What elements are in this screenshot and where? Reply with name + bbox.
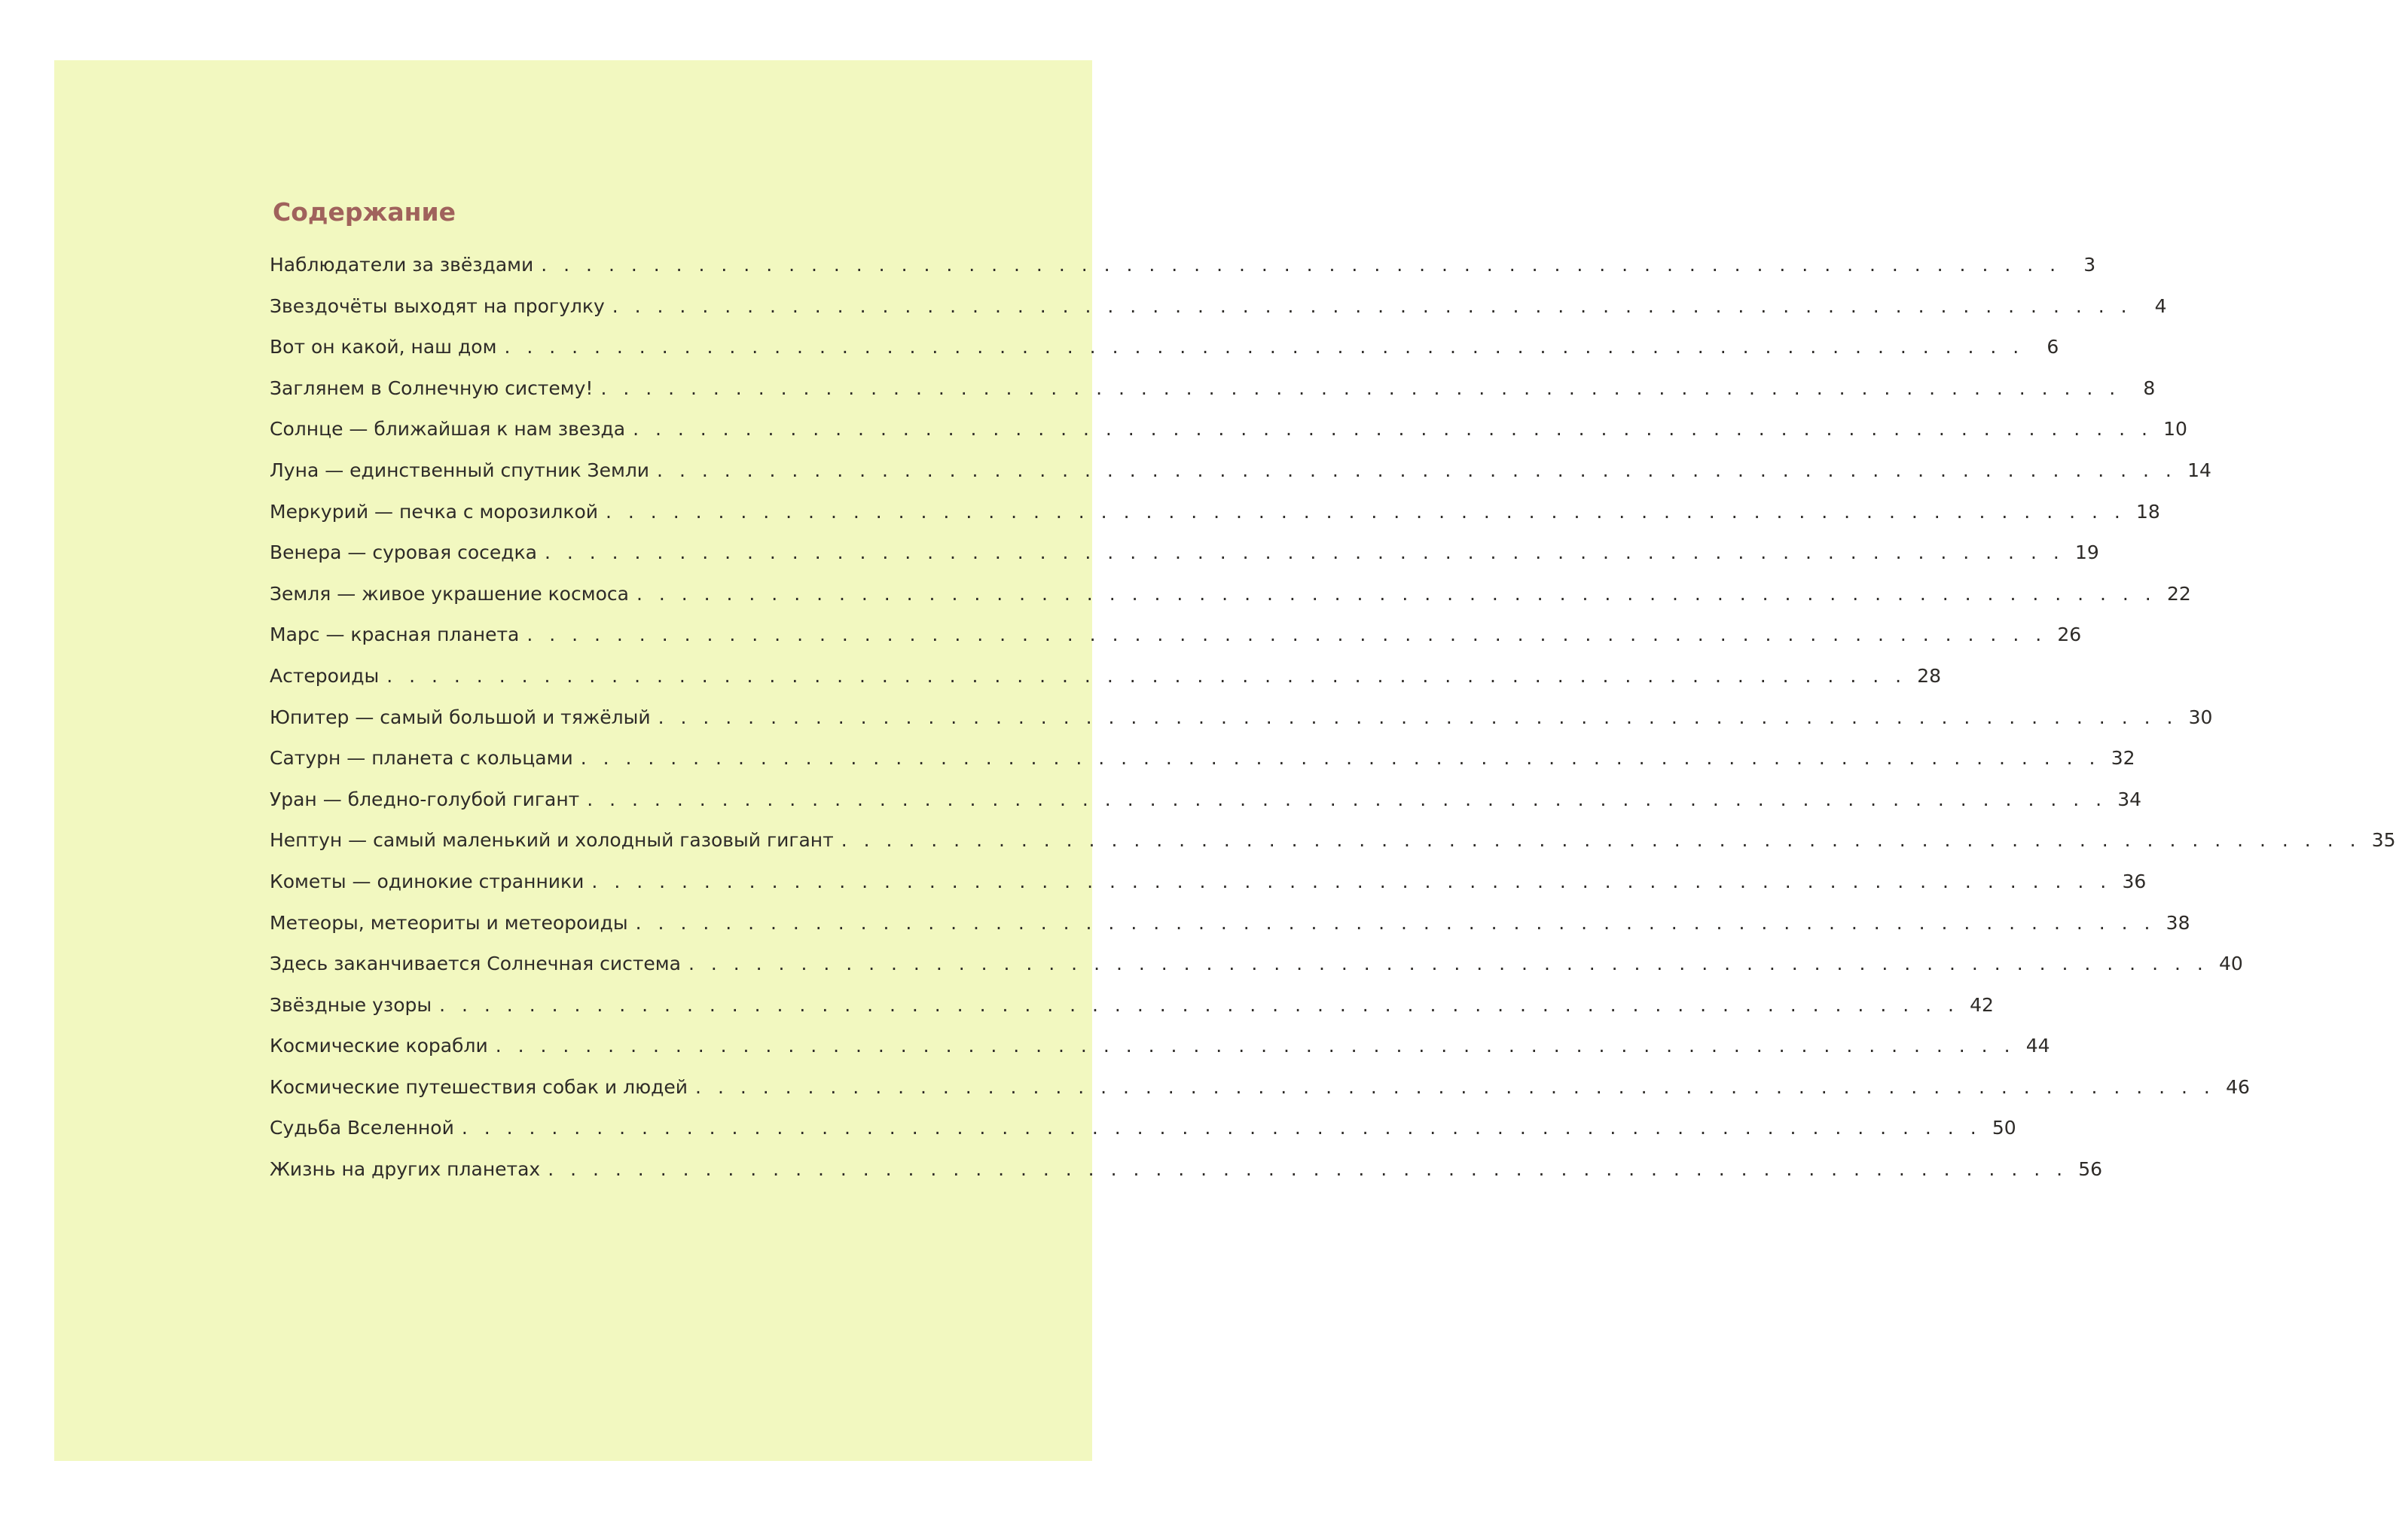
toc-entry-page-number: 40 xyxy=(2219,953,2243,975)
toc-entry-label: Астероиды xyxy=(270,664,380,687)
toc-entry-page-number: 14 xyxy=(2187,459,2211,481)
toc-dot-leader: . . . . . . . . . . . . . . . . . . . . . . . . . . . . . . . . . . . . . . . . . . . . . . . . . . . . . . . . . . . . . . . . . . . . xyxy=(841,829,2361,852)
toc-entry[interactable] xyxy=(270,829,2396,871)
toc-dot-leader: . . . . . . . . . . . . . . . . . . . . . . . . . . . . . . . . . . . . . . . . . . . . . . . . . . . . . . . . . . . . . . . . . . . . xyxy=(658,706,2178,728)
toc-entry[interactable] xyxy=(270,377,2156,419)
toc-entry-label: Марс — красная планета xyxy=(270,624,520,646)
toc-entry[interactable] xyxy=(270,500,2160,542)
toc-entry-page-number: 19 xyxy=(2074,541,2099,564)
toc-dot-leader: . . . . . . . . . . . . . . . . . . . . . . . . . . . . . . . . . . . . . . . . . . . . . . . . . . . . . . . . . . . . . . . . . . . . xyxy=(587,788,2108,810)
toc-entry-page-number: 46 xyxy=(2226,1075,2250,1098)
toc-entry-label: Судьба Вселенной xyxy=(270,1117,454,1139)
toc-entry-page-number: 44 xyxy=(2025,1035,2050,1057)
toc-entry-label: Звездочёты выходят на прогулку xyxy=(270,294,605,317)
toc-dot-leader: . . . . . . . . . . . . . . . . . . . . . . . . . . . . . . . . . . . . . . . . . . . . . . . . . . . . . . . . . . . . . . . . . . . . xyxy=(544,541,2065,564)
toc-entry-page-number: 36 xyxy=(2122,870,2147,892)
toc-entry-label: Космические корабли xyxy=(270,1035,488,1057)
toc-entry-label: Наблюдатели за звёздами xyxy=(270,254,534,276)
toc-entry[interactable] xyxy=(270,459,2211,501)
toc-entry-page-number: 56 xyxy=(2078,1158,2103,1181)
toc-dot-leader: . . . . . . . . . . . . . . . . . . . . . . . . . . . . . . . . . . . . . . . . . . . . . . . . . . . . . . . . . . . . . . . . . . . . xyxy=(548,1158,2068,1181)
toc-entry[interactable] xyxy=(270,1035,2050,1076)
toc-entry-page-number: 34 xyxy=(2117,788,2142,810)
toc-dot-leader: . . . . . . . . . . . . . . . . . . . . . . . . . . . . . . . . . . . . . . . . . . . . . . . . . . . . . . . . . . . . . . . . . . . . xyxy=(461,1117,1982,1139)
toc-dot-leader: . . . . . . . . . . . . . . . . . . . . . . . . . . . . . . . . . . . . . . . . . . . . . . . . . . . . . . . . . . . . . . . . . . . . xyxy=(495,1035,2016,1057)
toc-dot-leader: . . . . . . . . . . . . . . . . . . . . . . . . . . . . . . . . . . . . . . . . . . . . . . . . . . . . . . . . . . . . . . . . . . . . xyxy=(591,870,2112,892)
toc-entry-page-number: 26 xyxy=(2057,624,2082,646)
toc-dot-leader: . . . . . . . . . . . . . . . . . . . . . . . . . . . . . . . . . . . . . . . . . . . . . . . . . . . . . . . . . . . . . . . . . . . . xyxy=(657,459,2177,481)
toc-title: Содержание xyxy=(273,197,456,227)
toc-entry[interactable] xyxy=(270,911,2190,953)
toc-entry-label: Луна — единственный спутник Земли xyxy=(270,459,650,481)
toc-dot-leader: . . . . . . . . . . . . . . . . . . . . . . . . . . . . . . . . . . . . . . . . . . . . . . . . . . . . . . . . . . . . . . . . . . . . xyxy=(635,911,2156,934)
toc-entry[interactable] xyxy=(270,541,2099,583)
toc-entry-page-number: 42 xyxy=(1970,993,1994,1016)
toc-entry[interactable] xyxy=(270,582,2191,624)
toc-entry-label: Заглянем в Солнечную систему! xyxy=(270,377,594,399)
toc-entry[interactable] xyxy=(270,418,2187,459)
toc-entry[interactable] xyxy=(270,870,2147,912)
toc-entry[interactable] xyxy=(270,624,2082,665)
toc-entry[interactable] xyxy=(270,336,2059,377)
toc-entry-label: Нептун — самый маленький и холодный газовый гигант xyxy=(270,829,834,852)
toc-dot-leader: . . . . . . . . . . . . . . . . . . . . . . . . . . . . . . . . . . . . . . . . . . . . . . . . . . . . . . . . . . . . . . . . . . . . xyxy=(636,582,2156,605)
toc-entry-label: Здесь заканчивается Солнечная система xyxy=(270,953,681,975)
toc-entry[interactable] xyxy=(270,706,2213,748)
toc-entry-label: Венера — суровая соседка xyxy=(270,541,537,564)
toc-entry[interactable] xyxy=(270,254,2096,295)
toc-entry[interactable] xyxy=(270,1158,2103,1200)
toc-dot-leader: . . . . . . . . . . . . . . . . . . . . . . . . . . . . . . . . . . . . . . . . . . . . . . . . . . . . . . . . . . . . . . . . . . . . xyxy=(612,294,2132,317)
toc-entry[interactable] xyxy=(270,294,2167,337)
toc-entry[interactable] xyxy=(270,1117,2016,1158)
toc-dot-leader: . . . . . . . . . . . . . . . . . . . . . . . . . . . . . . . . . . . . . . . . . . . . . . . . . . . . . . . . . . . . . . . . . . . . xyxy=(386,664,1907,687)
toc-entry[interactable] xyxy=(270,953,2243,994)
toc-dot-leader: . . . . . . . . . . . . . . . . . . . . . . . . . . . . . . . . . . . . . . . . . . . . . . . . . . . . . . . . . . . . . . . . . . . . xyxy=(633,418,2153,441)
toc-dot-leader: . . . . . . . . . . . . . . . . . . . . . . . . . . . . . . . . . . . . . . . . . . . . . . . . . . . . . . . . . . . . . . . . . . . . xyxy=(541,254,2062,276)
toc-entry-page-number: 3 xyxy=(2083,254,2096,276)
toc-dot-leader: . . . . . . . . . . . . . . . . . . . . . . . . . . . . . . . . . . . . . . . . . . . . . . . . . . . . . . . . . . . . . . . . . . . . xyxy=(606,500,2126,523)
toc-dot-leader: . . . . . . . . . . . . . . . . . . . . . . . . . . . . . . . . . . . . . . . . . . . . . . . . . . . . . . . . . . . . . . . . . . . . xyxy=(688,953,2208,975)
toc-entry-page-number: 10 xyxy=(2163,418,2187,441)
toc-entry-page-number: 32 xyxy=(2111,747,2135,770)
toc-entry-page-number: 8 xyxy=(2143,377,2156,399)
toc-entry-page-number: 38 xyxy=(2166,911,2190,934)
toc-entry-label: Вот он какой, наш дом xyxy=(270,336,497,358)
toc-entry-label: Юпитер — самый большой и тяжёлый xyxy=(270,706,651,728)
toc-entry-page-number: 50 xyxy=(1992,1117,2016,1139)
toc-dot-leader: . . . . . . . . . . . . . . . . . . . . . . . . . . . . . . . . . . . . . . . . . . . . . . . . . . . . . . . . . . . . . . . . . . . . xyxy=(580,747,2101,770)
toc-entry-page-number: 35 xyxy=(2371,829,2396,852)
toc-entry[interactable] xyxy=(270,664,1942,706)
toc-entry[interactable] xyxy=(270,747,2135,788)
toc-entry-label: Сатурн — планета с кольцами xyxy=(270,747,573,770)
toc-entry-label: Солнце — ближайшая к нам звезда xyxy=(270,418,626,441)
toc-dot-leader: . . . . . . . . . . . . . . . . . . . . . . . . . . . . . . . . . . . . . . . . . . . . . . . . . . . . . . . . . . . . . . . . . . . . xyxy=(695,1075,2215,1098)
toc-entry-label: Земля — живое украшение космоса xyxy=(270,582,629,605)
toc-entry[interactable] xyxy=(270,993,1994,1035)
toc-entry-page-number: 4 xyxy=(2154,294,2167,317)
toc-entry-label: Кометы — одинокие странники xyxy=(270,870,585,892)
toc-entry[interactable] xyxy=(270,788,2142,830)
toc-entry-label: Жизнь на других планетах xyxy=(270,1158,541,1181)
toc-entry-label: Звёздные узоры xyxy=(270,993,432,1016)
toc-dot-leader: . . . . . . . . . . . . . . . . . . . . . . . . . . . . . . . . . . . . . . . . . . . . . . . . . . . . . . . . . . . . . . . . . . . . xyxy=(504,336,2025,358)
toc-entry-page-number: 30 xyxy=(2188,706,2213,728)
toc-dot-leader: . . . . . . . . . . . . . . . . . . . . . . . . . . . . . . . . . . . . . . . . . . . . . . . . . . . . . . . . . . . . . . . . . . . . xyxy=(527,624,2047,646)
toc-entry-page-number: 22 xyxy=(2166,582,2191,605)
toc-list xyxy=(270,254,2396,1200)
toc-entry-label: Уран — бледно-голубой гигант xyxy=(270,788,580,810)
toc-entry-page-number: 28 xyxy=(1917,664,1942,687)
toc-dot-leader: . . . . . . . . . . . . . . . . . . . . . . . . . . . . . . . . . . . . . . . . . . . . . . . . . . . . . . . . . . . . . . . . . . . . xyxy=(600,377,2121,399)
toc-entry-page-number: 18 xyxy=(2136,500,2160,523)
toc-entry[interactable] xyxy=(270,1075,2250,1118)
toc-entry-label: Меркурий — печка с морозилкой xyxy=(270,500,599,523)
toc-entry-label: Космические путешествия собак и людей xyxy=(270,1075,688,1098)
toc-entry-label: Метеоры, метеориты и метеороиды xyxy=(270,911,628,934)
toc-dot-leader: . . . . . . . . . . . . . . . . . . . . . . . . . . . . . . . . . . . . . . . . . . . . . . . . . . . . . . . . . . . . . . . . . . . . xyxy=(439,993,1959,1016)
toc-entry-page-number: 6 xyxy=(2047,336,2059,358)
